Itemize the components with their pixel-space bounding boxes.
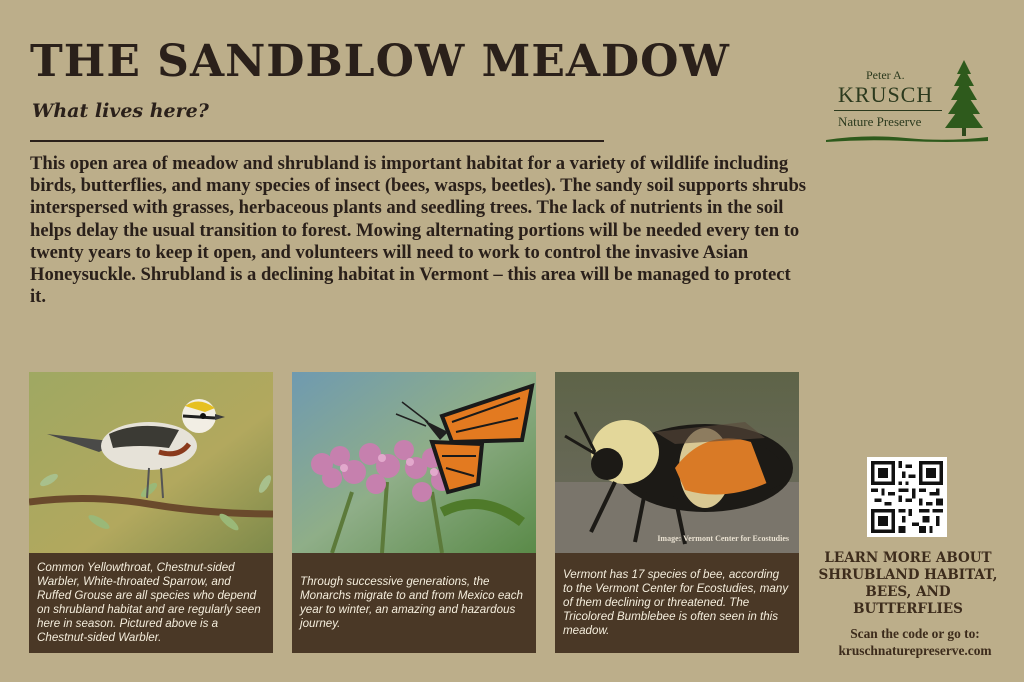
intro-paragraph: This open area of meadow and shrubland is important habitat for a variety of wildlife including birds, butterflies, and many species of insect (bees, wasps, beetles). The sandy soil supports shrubs interspersed with grasses, herbaceous plants and seedling trees. The lack of nutrients in the soil helps delay the usual transition to forest. Mowing alternating portions will be needed every ten to twenty years to keep it open, and volunteers will need to work to control the invasive Asian Honeysuckle. Shrubland is a declining habitat in Vermont – this area will be managed to protect it. bbox=[30, 153, 807, 308]
title-divider bbox=[30, 140, 604, 142]
warbler-caption: Common Yellowthroat, Chestnut-sided Warbler, White-throated Sparrow, and Ruffed Grouse are all species who depend on shrubland habitat and are regularly seen here in season. Pictured above is a Chestnut-sided Warbler. bbox=[29, 553, 273, 653]
monarch-caption: Through successive generations, the Monarchs migrate to and from Mexico each year to winter, an amazing and hazardous journey. bbox=[292, 553, 536, 653]
preserve-logo bbox=[826, 58, 988, 146]
page-title: THE SANDBLOW MEADOW bbox=[30, 36, 730, 87]
warbler-photo bbox=[29, 372, 273, 553]
scan-label: Scan the code or go to: bbox=[850, 626, 980, 641]
photo-credit: Image: Vermont Center for Ecostudies bbox=[657, 534, 789, 543]
page-subtitle: What lives here? bbox=[32, 100, 209, 122]
logo-subtitle: Nature Preserve bbox=[838, 114, 922, 129]
bumblebee-caption: Vermont has 17 species of bee, according to the Vermont Center for Ecostudies, many of them declining or threatened. The Tricolored Bumblebee is often seen in this meadow. bbox=[555, 553, 799, 653]
logo-divider bbox=[834, 110, 942, 111]
qr-code[interactable] bbox=[867, 457, 947, 537]
logo-name: KRUSCH bbox=[838, 82, 934, 107]
logo-pre: Peter A. bbox=[866, 68, 905, 82]
bumblebee-photo bbox=[555, 372, 799, 553]
card-monarch bbox=[292, 372, 536, 653]
scan-instructions bbox=[810, 625, 1020, 659]
ground-line-icon bbox=[826, 132, 988, 144]
card-warbler bbox=[29, 372, 273, 653]
monarch-photo bbox=[292, 372, 536, 553]
pine-tree-icon bbox=[942, 58, 986, 138]
website-link[interactable]: kruschnaturepreserve.com bbox=[838, 643, 992, 658]
card-bumblebee bbox=[555, 372, 799, 653]
learn-more-heading: LEARN MORE ABOUT SHRUBLAND HABITAT, BEES, AND BUTTERFLIES bbox=[818, 550, 998, 617]
